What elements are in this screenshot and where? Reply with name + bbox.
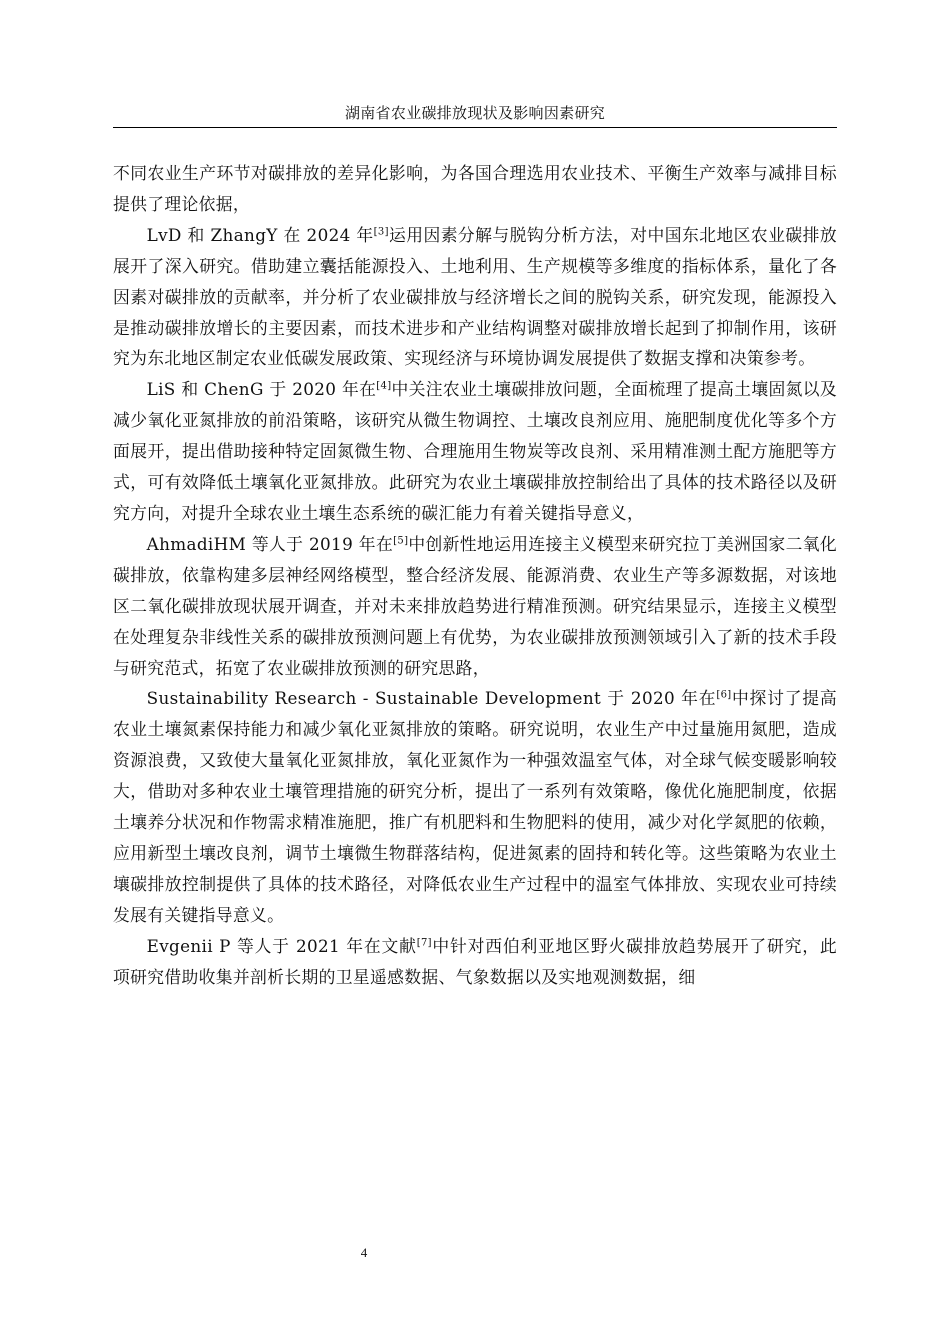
paragraph-text: 中针对西伯利亚地区野火碳排放趋势展开了研究，此项研究借助收集并剖析长期的卫星遥感数据、气象数据以及实地观测数据，细 — [113, 935, 837, 987]
citation-marker: [7] — [416, 937, 432, 949]
paragraph-text: LvD 和 ZhangY 在 2024 年 — [146, 224, 374, 245]
paragraph-text: 中关注农业土壤碳排放问题，全面梳理了提高土壤固氮以及减少氧化亚氮排放的前沿策略，该研究从微生物调控、土壤改良剂应用、施肥制度优化等多个方面展开，提出借助接种特定固氮微生物、合理施用生物炭等改良剂、采用精准测土配方施肥等方式，可有效降低土壤氧化亚氮排放。此研究为农业土壤碳排放控制给出了具体的技术路径以及研究方向，对提升全球农业土壤生态系统的碳汇能力有着关键指导意义， — [113, 379, 837, 523]
citation-marker: [3] — [373, 226, 389, 238]
paragraph-text: Evgenii P 等人于 2021 年在文献 — [146, 935, 417, 956]
paragraph-text: 不同农业生产环节对碳排放的差异化影响，为各国合理选用农业技术、平衡生产效率与减排目标提供了理论依据， — [113, 163, 837, 214]
page-number: 4 — [360, 1245, 368, 1260]
citation-marker: [4] — [376, 380, 392, 392]
running-header: 湖南省农业碳排放现状及影响因素研究 — [344, 104, 606, 122]
body-paragraph — [113, 158, 837, 220]
paragraph-text: 运用因素分解与脱钩分析方法，对中国东北地区农业碳排放展开了深入研究。借助建立囊括能源投入、土地利用、生产规模等多维度的指标体系，量化了各因素对碳排放的贡献率，并分析了农业碳排放与经济增长之间的脱钩关系，研究发现，能源投入是推动碳排放增长的主要因素，而技术进步和产业结构调整对碳排放增长起到了抑制作用，该研究为东北地区制定农业低碳发展政策、实现经济与环境协调发展提供了数据支撑和决策参考。 — [113, 224, 837, 369]
paragraph-text: 中探讨了提高农业土壤氮素保持能力和减少氧化亚氮排放的策略。研究说明，农业生产中过量施用氮肥，造成资源浪费，又致使大量氧化亚氮排放，氧化亚氮作为一种强效温室气体，对全球气候变暖影响较大，借助对多种农业土壤管理措施的研究分析，提出了一系列有效策略，像优化施肥制度，依据土壤养分状况和作物需求精准施肥，推广有机肥料和生物肥料的使用，减少对化学氮肥的依赖，应用新型土壤改良剂，调节土壤微生物群落结构，促进氮素的固持和转化等。这些策略为农业土壤碳排放控制提供了具体的技术路径，对降低农业生产过程中的温室气体排放、实现农业可持续发展有关键指导意义。 — [113, 688, 837, 925]
body-paragraph — [113, 529, 837, 684]
body-paragraph — [113, 374, 837, 529]
citation-marker: [6] — [716, 689, 732, 701]
paragraph-text: Sustainability Research - Sustainable Development 于 2020 年在 — [146, 688, 717, 709]
header-rule — [113, 127, 837, 128]
paragraph-text: AhmadiHM 等人于 2019 年在 — [146, 533, 394, 554]
citation-marker: [5] — [393, 535, 409, 547]
body-paragraph — [113, 220, 837, 375]
paragraph-text: LiS 和 ChenG 于 2020 年在 — [146, 379, 377, 400]
body-paragraph — [113, 931, 837, 993]
paragraph-text: 中创新性地运用连接主义模型来研究拉丁美洲国家二氧化碳排放，依靠构建多层神经网络模型，整合经济发展、能源消费、农业生产等多源数据，对该地区二氧化碳排放现状展开调查，并对未来排放趋势进行精准预测。研究结果显示，连接主义模型在处理复杂非线性关系的碳排放预测问题上有优势，为农业碳排放预测领域引入了新的技术手段与研究范式，拓宽了农业碳排放预测的研究思路， — [113, 533, 837, 678]
page-body — [113, 158, 837, 992]
body-paragraph — [113, 683, 837, 930]
